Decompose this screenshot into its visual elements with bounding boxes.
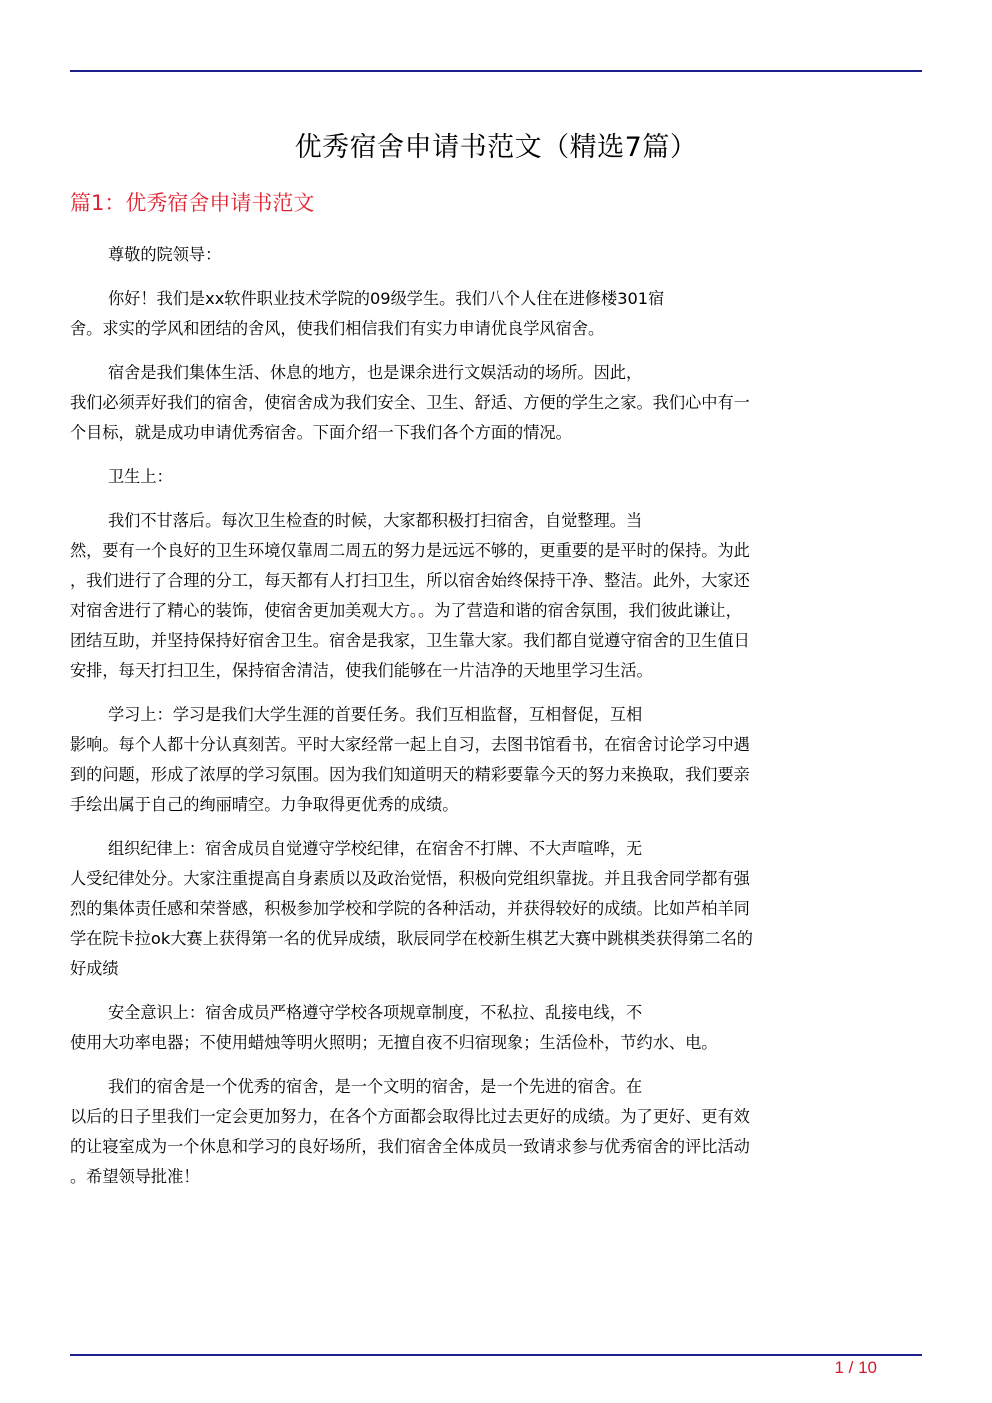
paragraph-line: 我们不甘落后。每次卫生检查的时候，大家都积极打扫宿舍，自觉整理。当 (108, 511, 643, 530)
paragraph-line: 我们的宿舍是一个优秀的宿舍，是一个文明的宿舍，是一个先进的宿舍。在 (108, 1077, 643, 1096)
paragraph-line: 手绘出属于自己的绚丽晴空。力争取得更优秀的成绩。 (70, 795, 459, 814)
paragraph-line: 烈的集体责任感和荣誉感，积极参加学校和学院的各种活动，并获得较好的成绩。比如芦柏羊同 (70, 899, 750, 918)
paragraph (70, 506, 914, 686)
paragraph-line: 宿舍是我们集体生活、休息的地方，也是课余进行文娱活动的场所。因此， (108, 363, 643, 382)
paragraph-line: 个目标，就是成功申请优秀宿舍。下面介绍一下我们各个方面的情况。 (70, 423, 572, 442)
paragraph (70, 462, 914, 492)
paragraph-line: 。希望领导批准！ (70, 1167, 200, 1186)
paragraph (70, 1072, 914, 1192)
paragraph-line: 到的问题，形成了浓厚的学习氛围。因为我们知道明天的精彩要靠今天的努力来换取，我们要亲 (70, 765, 750, 784)
paragraph-line: 安排，每天打扫卫生，保持宿舍清洁，使我们能够在一片洁净的天地里学习生活。 (70, 661, 653, 680)
paragraph-line: 好成绩 (70, 959, 119, 978)
paragraph-line: ，我们进行了合理的分工，每天都有人打扫卫生，所以宿舍始终保持干净、整洁。此外，大家还 (70, 571, 750, 590)
paragraph (70, 240, 914, 270)
paragraph-line: 舍。求实的学风和团结的舍风，使我们相信我们有实力申请优良学风宿舍。 (70, 319, 605, 338)
section-heading: 篇1：优秀宿舍申请书范文 (70, 191, 315, 215)
paragraph-line: 尊敬的院领导： (108, 245, 222, 264)
paragraph (70, 834, 914, 984)
paragraph-line: 以后的日子里我们一定会更加努力，在各个方面都会取得比过去更好的成绩。为了更好、更有效 (70, 1107, 750, 1126)
paragraph-line: 安全意识上：宿舍成员严格遵守学校各项规章制度，不私拉、乱接电线，不 (108, 1003, 643, 1022)
footer-rule (70, 1354, 922, 1356)
paragraph (70, 700, 914, 820)
paragraph-line: 我们必须弄好我们的宿舍，使宿舍成为我们安全、卫生、舒适、方便的学生之家。我们心中有一 (70, 393, 750, 412)
paragraph-line: 使用大功率电器；不使用蜡烛等明火照明；无擅自夜不归宿现象；生活俭朴，节约水、电。 (70, 1033, 718, 1052)
paragraph-line: 学在院卡拉ok大赛上获得第一名的优异成绩，耿辰同学在校新生棋艺大赛中跳棋类获得第二名的 (70, 929, 753, 948)
paragraph-line: 学习上：学习是我们大学生涯的首要任务。我们互相监督，互相督促，互相 (108, 705, 643, 724)
paragraph-line: 对宿舍进行了精心的装饰，使宿舍更加美观大方。。为了营造和谐的宿舍氛围，我们彼此谦让， (70, 601, 742, 620)
paragraph-line: 影响。每个人都十分认真刻苦。平时大家经常一起上自习，去图书馆看书，在宿舍讨论学习中遇 (70, 735, 750, 754)
paragraph (70, 358, 914, 448)
paragraph-line: 你好！我们是xx软件职业技术学院的09级学生。我们八个人住在进修楼301宿 (108, 289, 665, 308)
paragraph (70, 284, 914, 344)
paragraph-line: 的让寝室成为一个休息和学习的良好场所，我们宿舍全体成员一致请求参与优秀宿舍的评比活动 (70, 1137, 750, 1156)
document-body (70, 240, 914, 1206)
paragraph-line: 卫生上： (108, 467, 173, 486)
document-title: 优秀宿舍申请书范文（精选7篇） (294, 132, 698, 163)
paragraph (70, 998, 914, 1058)
paragraph-line: 人受纪律处分。大家注重提高自身素质以及政治觉悟，积极向党组织靠拢。并且我舍同学都有强 (70, 869, 750, 888)
page-indicator: 1 / 10 (834, 1358, 877, 1377)
paragraph-line: 团结互助，并坚持保持好宿舍卫生。宿舍是我家，卫生靠大家。我们都自觉遵守宿舍的卫生值日 (70, 631, 750, 650)
paragraph-line: 然，要有一个良好的卫生环境仅靠周二周五的努力是远远不够的，更重要的是平时的保持。为此 (70, 541, 750, 560)
header-rule (70, 70, 922, 72)
paragraph-line: 组织纪律上：宿舍成员自觉遵守学校纪律，在宿舍不打牌、不大声喧哗，无 (108, 839, 643, 858)
